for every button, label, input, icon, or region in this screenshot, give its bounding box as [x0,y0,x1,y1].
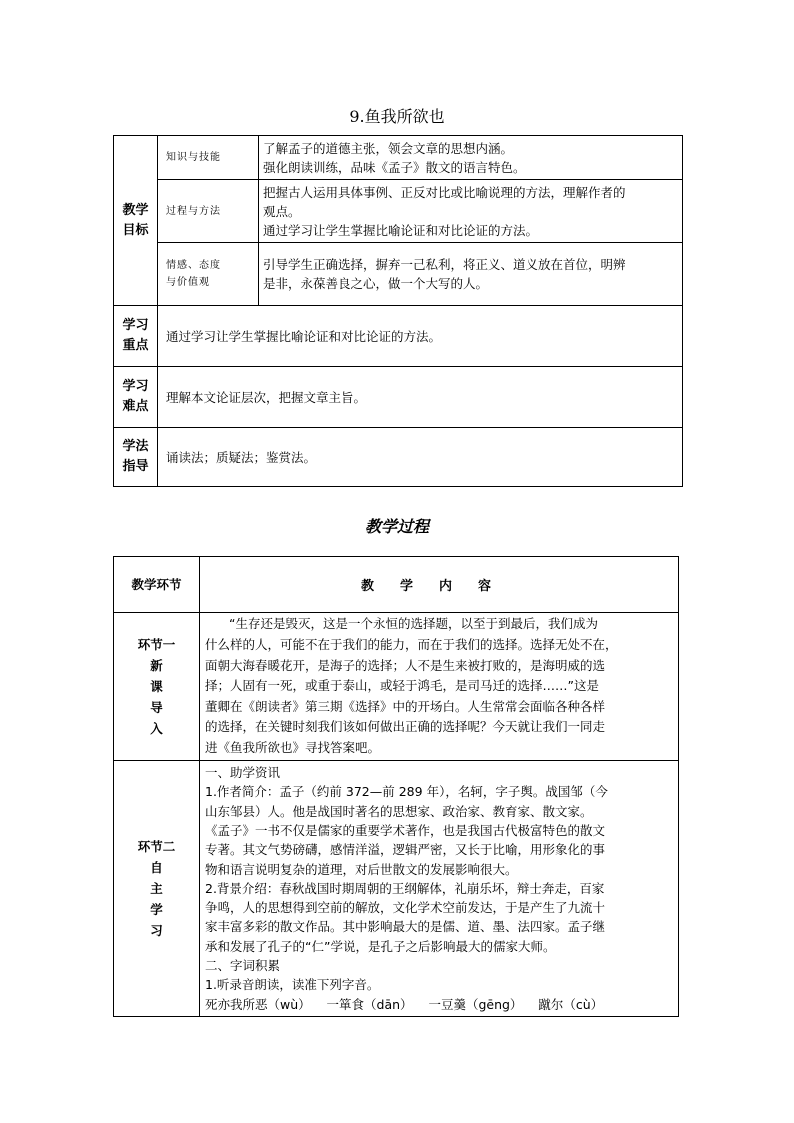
category-emotion: 情感、态度 与价值观 [158,243,259,306]
page-title: 9.鱼我所欲也 [349,107,445,126]
difficulties-text: 理解本文论证层次，把握文章主旨。 [158,367,683,428]
methods-text: 诵读法；质疑法；鉴赏法。 [158,428,683,487]
category-knowledge: 知识与技能 [158,136,259,180]
step2-content: 一、助学资讯 1.作者简介：孟子（约前 372—前 289 年），名轲，字子舆。战国邹（今 山东邹县）人。他是战国时著名的思想家、政治家、教育家、散文家。 《孟子》一书不仅是儒家的重要学术著作，也是我国古代极富特色的散文 专著。其文气势磅礴，感情洋溢，逻辑严密，又长于比喻，用形象化的事 物和语言说明复杂的道理，对后世散文的发展影响很大。 2.背景介绍：春秋战国时期周朝的王纲解体，礼崩乐坏，辩士奔走，百家 争鸣，人的思想得到空前的解放，文化学术空前发达，于是产生了九流十 家丰富多彩的散文作品。其中影响最大的是儒、道、墨、法四家。孟子继 承和发展了孔子的“仁”学说，是孔子之后影响最大的儒家大师。 二、字词积累 1.听录音朗读，读准下列字音。 死亦我所恶（wù） 一箪食（dān） 一豆羹（gēng） 蹴尔（cù） [200,761,679,1017]
objective-knowledge: 了解孟子的道德主张，领会文章的思想内涵。 强化朗读训练，品味《孟子》散文的语言特色。 [259,136,683,180]
objectives-label: 教学 目标 [114,136,158,306]
process-table [113,556,679,1017]
step2-label: 环节二 自 主 学 习 [114,761,200,1017]
key-points-text: 通过学习让学生掌握比喻论证和对比论证的方法。 [158,306,683,367]
step1-label: 环节一 新 课 导 入 [114,613,200,761]
section-title: 教学过程 [364,517,429,536]
objective-emotion: 引导学生正确选择，摒弃一己私利，将正义、道义放在首位，明辨 是非，永葆善良之心，做一个大写的人。 [259,243,683,306]
category-process: 过程与方法 [158,180,259,243]
key-points-label: 学习 重点 [114,306,158,367]
methods-label: 学法 指导 [114,428,158,487]
step1-content: “生存还是毁灭，这是一个永恒的选择题，以至于到最后，我们成为 什么样的人，可能不在于我们的能力，而在于我们的选择。选择无处不在， 面朝大海春暖花开，是海子的选择；人不是生来被打败的，是海明威的选 择；人固有一死，或重于泰山，或轻于鸿毛，是司马迁的选择……”这是 董卿在《朗读者》第三期《选择》中的开场白。人生常常会面临各种各样 的选择，在关键时刻我们该如何做出正确的选择呢？今天就让我们一同走 进《鱼我所欲也》寻找答案吧。 [200,613,679,761]
objective-process: 把握古人运用具体事例、正反对比或比喻说理的方法，理解作者的 观点。 通过学习让学生掌握比喻论证和对比论证的方法。 [259,180,683,243]
objectives-table [113,135,683,487]
header-content: 教学内容 [200,557,679,613]
header-step: 教学环节 [114,557,200,613]
difficulties-label: 学习 难点 [114,367,158,428]
